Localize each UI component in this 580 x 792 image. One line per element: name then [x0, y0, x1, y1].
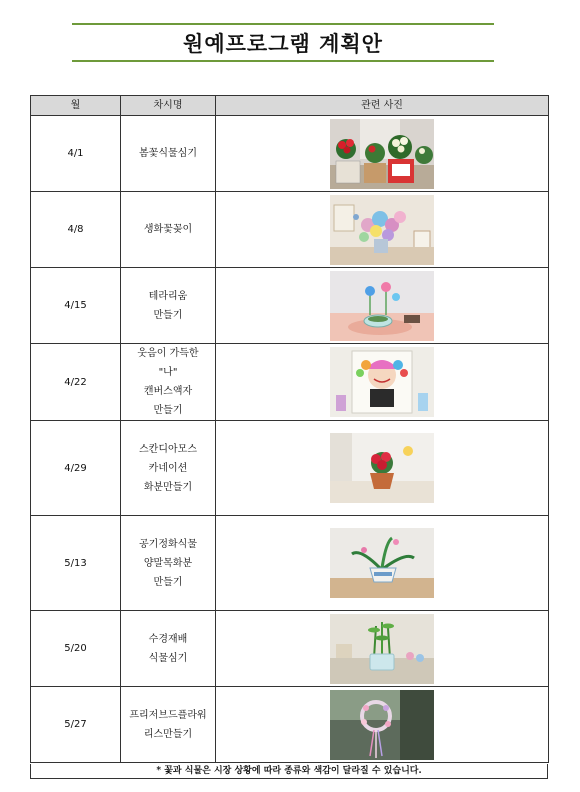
month-cell: 4/1 [31, 116, 121, 192]
session-name-line: 만들기 [153, 309, 183, 321]
photo-cell [216, 421, 549, 516]
table-row [31, 344, 549, 421]
session-name-line: "나" [158, 367, 178, 378]
session-name-line: 수경재배 [148, 633, 188, 645]
session-name-cell [121, 192, 216, 268]
table-row [31, 268, 549, 344]
session-name-line: 웃음이 가득한 [137, 348, 199, 359]
table-row [31, 421, 549, 516]
session-name-line: 양말목화분 [143, 557, 193, 569]
session-name-cell [121, 268, 216, 344]
session-name-line: 식물심기 [148, 652, 188, 664]
header-session-name: 차시명 [121, 96, 216, 116]
month-cell: 5/20 [31, 611, 121, 687]
photo-cell [216, 116, 549, 192]
month-cell: 4/22 [31, 344, 121, 421]
table-row [31, 116, 549, 192]
program-table [30, 95, 549, 763]
session-name-line: 리스만들기 [143, 728, 193, 740]
preserved-flower-wreath-photo [330, 690, 434, 760]
terrarium-photo [330, 271, 434, 341]
month-cell: 5/13 [31, 516, 121, 611]
hydroponic-plant-photo [330, 614, 434, 684]
session-name-line: 테라리움 [148, 290, 188, 302]
header-related-photo: 관련 사진 [216, 96, 549, 116]
session-name-cell [121, 116, 216, 192]
session-name-cell [121, 687, 216, 763]
month-cell: 5/27 [31, 687, 121, 763]
photo-cell [216, 687, 549, 763]
session-name-cell [121, 344, 216, 421]
photo-cell [216, 344, 549, 421]
spring-flower-pots-photo [330, 119, 434, 189]
flower-arrangement-photo [330, 195, 434, 265]
session-name-line: 스칸디아모스 [139, 443, 197, 455]
month-cell: 4/15 [31, 268, 121, 344]
session-name-line: 화분만들기 [143, 481, 193, 493]
session-name-line: 만들기 [153, 576, 183, 588]
month-cell: 4/8 [31, 192, 121, 268]
table-row [31, 192, 549, 268]
canvas-frame-photo [330, 347, 434, 417]
photo-cell [216, 192, 549, 268]
table-row [31, 611, 549, 687]
session-name-cell [121, 516, 216, 611]
session-name-line: 카네이션 [148, 462, 188, 474]
title-box [72, 23, 494, 62]
session-name-cell [121, 421, 216, 516]
session-name-line: 프리저브드플라워 [129, 709, 207, 721]
header-month: 월 [31, 96, 121, 116]
table-row [31, 516, 549, 611]
session-name-cell [121, 611, 216, 687]
session-name-line: 공기정화식물 [139, 538, 197, 550]
air-purifying-plant-photo [330, 528, 434, 598]
table-header-row [31, 96, 549, 116]
table-row [31, 687, 549, 763]
session-name-line: 생화꽃꽂이 [143, 224, 193, 235]
session-name-line: 봄꽃식물심기 [139, 148, 197, 159]
photo-cell [216, 516, 549, 611]
footnote: * 꽃과 식물은 시장 상황에 따라 종류와 색감이 달라질 수 있습니다. [30, 764, 548, 779]
month-cell: 4/29 [31, 421, 121, 516]
page-title: 원예프로그램 계획안 [183, 31, 383, 56]
photo-cell [216, 268, 549, 344]
photo-cell [216, 611, 549, 687]
session-name-line: 캔버스액자 [143, 386, 193, 397]
session-name-line: 만들기 [153, 405, 183, 416]
carnation-pot-photo [330, 433, 434, 503]
